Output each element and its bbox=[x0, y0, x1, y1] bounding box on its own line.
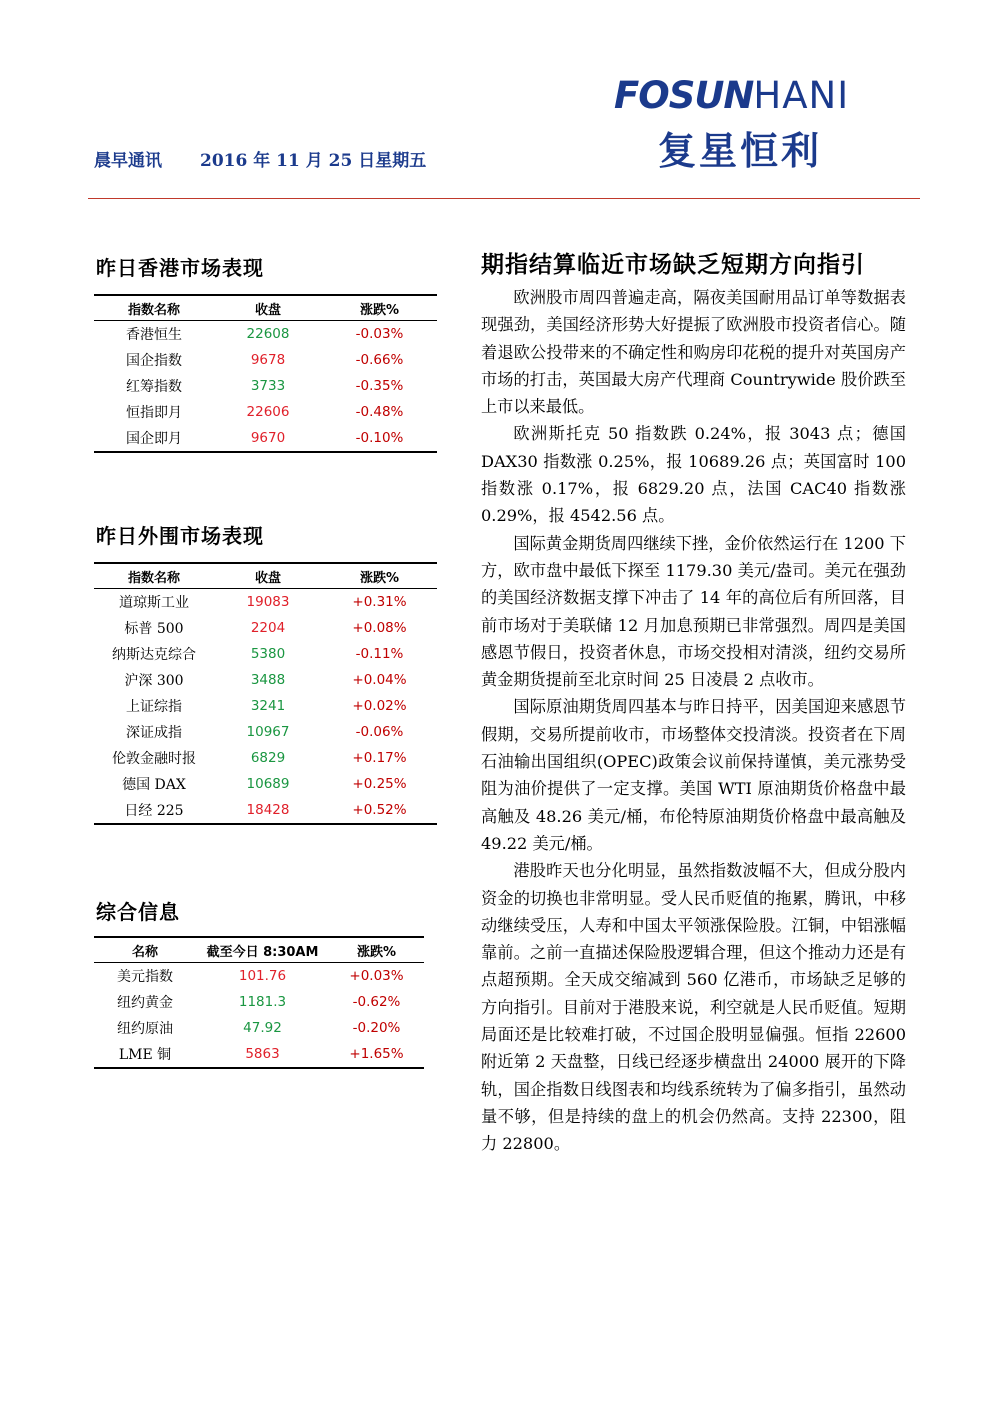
asset-change: +1.65% bbox=[329, 1041, 424, 1068]
index-name: 上证综指 bbox=[126, 699, 182, 715]
header-divider bbox=[88, 198, 920, 199]
index-change: -0.06% bbox=[355, 724, 404, 740]
article-paragraph: 国际黄金期货周四继续下挫，金价依然运行在 1200 下方，欧市盘中最低下探至 1179.30 美元/盎司。美元在强劲的美国经济数据支撑下冲击了 14 年的高位后有所回落，目前市场对于美联储 12 月加息预期已非常强烈。周四是美国感恩节假日，投资者休息，市场交投相对清淡，纽约交易所黄金期货提前至北京时间 25 日凌晨 2 点收市。 bbox=[481, 533, 906, 690]
index-close: 9670 bbox=[214, 425, 322, 452]
asset-name: 美元指数 bbox=[117, 969, 173, 985]
index-name: 道琼斯工业 bbox=[119, 595, 189, 611]
table-row bbox=[94, 641, 437, 667]
asset-name: 纽约原油 bbox=[117, 1021, 173, 1037]
table-row bbox=[94, 745, 437, 771]
asset-change: +0.03% bbox=[349, 968, 404, 984]
info-title: 综合信息 bbox=[96, 900, 180, 924]
table-row bbox=[94, 797, 437, 824]
article-paragraph: 港股昨天也分化明显，虽然指数波幅不大，但成分股内资金的切换也非常明显。受人民币贬值的拖累，腾讯，中移动继续受压，人寿和中国太平领涨保险股。江铜，中铝涨幅靠前。之前一直描述保险股逻辑合理，但这个推动力还是有点超预期。全天成交缩减到 560 亿港币，市场缺乏足够的方向指引。目前对于港股来说，利空就是人民币贬值。短期局面还是比较难打破，不过国企股明显偏强。恒指 22600 附近第 2 天盘整，日线已经逐步横盘出 24000 展开的下降轨，国企指数日线图表和均线系统转为了偏多指引，虽然动量不够，但是持续的盘上的机会仍然高。支持 22300，阻力 22800。 bbox=[481, 861, 906, 1154]
logo-english bbox=[614, 74, 849, 117]
company-logo bbox=[606, 62, 906, 173]
index-name: 沪深 300 bbox=[124, 673, 184, 689]
index-name: 德国 DAX bbox=[122, 777, 186, 793]
hk-market-table bbox=[94, 294, 437, 453]
table-row bbox=[94, 989, 424, 1015]
index-name: 日经 225 bbox=[94, 797, 214, 824]
index-change: +0.31% bbox=[352, 594, 407, 610]
logo-chinese: 复星恒利 bbox=[658, 129, 823, 173]
index-close: 10689 bbox=[246, 776, 290, 792]
logo-fosun: FOSUN bbox=[614, 74, 754, 117]
index-name: 纳斯达克综合 bbox=[112, 647, 196, 663]
column-header: 收盘 bbox=[214, 563, 322, 589]
index-close: 19083 bbox=[246, 594, 290, 610]
index-name: 标普 500 bbox=[124, 621, 184, 637]
newsletter-date: 2016 年 11 月 25 日星期五 bbox=[200, 151, 427, 171]
newsletter-title: 晨早通讯 bbox=[94, 151, 162, 171]
asset-value: 47.92 bbox=[243, 1020, 282, 1036]
index-close: 3241 bbox=[250, 698, 286, 714]
global-market-title: 昨日外围市场表现 bbox=[96, 524, 264, 548]
index-change: +0.04% bbox=[352, 672, 407, 688]
table-row bbox=[94, 425, 437, 452]
asset-name: 纽约黄金 bbox=[117, 995, 173, 1011]
table-row bbox=[94, 719, 437, 745]
asset-name: LME 铜 bbox=[94, 1041, 196, 1068]
index-name: 香港恒生 bbox=[126, 327, 182, 343]
table-row bbox=[94, 321, 437, 348]
article-body bbox=[481, 284, 906, 1158]
table-row bbox=[94, 347, 437, 373]
table-row bbox=[94, 399, 437, 425]
index-close: 22606 bbox=[246, 404, 290, 420]
index-change: +0.02% bbox=[352, 698, 407, 714]
info-table bbox=[94, 936, 424, 1069]
index-change: +0.52% bbox=[322, 797, 437, 824]
column-header: 截至今日 8:30AM bbox=[196, 937, 329, 963]
index-name: 恒指即月 bbox=[126, 405, 182, 421]
index-name: 国企即月 bbox=[94, 425, 214, 452]
index-close: 9678 bbox=[250, 352, 286, 368]
table-row bbox=[94, 1015, 424, 1041]
global-market-table bbox=[94, 562, 437, 825]
article-paragraph: 欧洲斯托克 50 指数跌 0.24%，报 3043 点；德国 DAX30 指数涨 0.25%，报 10689.26 点；英国富时 100 指数涨 0.17%，报 6829.20 点，法国 CAC40 指数涨 0.29%，报 4542.56 点。 bbox=[481, 424, 906, 526]
index-close: 3488 bbox=[250, 672, 286, 688]
asset-change: -0.20% bbox=[352, 1020, 401, 1036]
table-row bbox=[94, 693, 437, 719]
table-row bbox=[94, 615, 437, 641]
index-change: -0.03% bbox=[355, 326, 404, 342]
article-title: 期指结算临近市场缺乏短期方向指引 bbox=[481, 251, 865, 278]
table-row bbox=[94, 1041, 424, 1068]
column-header: 指数名称 bbox=[94, 563, 214, 589]
index-name: 国企指数 bbox=[126, 353, 182, 369]
hk-market-title: 昨日香港市场表现 bbox=[96, 256, 264, 280]
index-close: 3733 bbox=[250, 378, 286, 394]
index-name: 红筹指数 bbox=[126, 379, 182, 395]
index-change: -0.11% bbox=[355, 646, 404, 662]
column-header: 名称 bbox=[94, 937, 196, 963]
index-close: 2204 bbox=[250, 620, 286, 636]
column-header: 收盘 bbox=[214, 295, 322, 321]
asset-value: 101.76 bbox=[238, 968, 287, 984]
table-row bbox=[94, 963, 424, 990]
table-row bbox=[94, 667, 437, 693]
column-header: 指数名称 bbox=[94, 295, 214, 321]
index-name: 深证成指 bbox=[126, 725, 182, 741]
index-close: 22608 bbox=[246, 326, 290, 342]
index-change: -0.35% bbox=[355, 378, 404, 394]
index-close: 6829 bbox=[250, 750, 286, 766]
asset-change: -0.62% bbox=[352, 994, 401, 1010]
asset-value: 1181.3 bbox=[238, 994, 287, 1010]
index-change: -0.48% bbox=[355, 404, 404, 420]
newsletter-header bbox=[94, 146, 426, 171]
index-change: +0.25% bbox=[352, 776, 407, 792]
index-close: 10967 bbox=[246, 724, 290, 740]
index-close: 18428 bbox=[214, 797, 322, 824]
index-change: +0.17% bbox=[352, 750, 407, 766]
index-close: 5380 bbox=[250, 646, 286, 662]
index-name: 伦敦金融时报 bbox=[112, 751, 196, 767]
asset-value: 5863 bbox=[196, 1041, 329, 1068]
logo-hani: HANI bbox=[753, 74, 850, 117]
table-row bbox=[94, 771, 437, 797]
column-header: 涨跌% bbox=[329, 937, 424, 963]
column-header: 涨跌% bbox=[322, 295, 437, 321]
index-change: -0.66% bbox=[355, 352, 404, 368]
column-header: 涨跌% bbox=[322, 563, 437, 589]
index-change: +0.08% bbox=[352, 620, 407, 636]
index-change: -0.10% bbox=[322, 425, 437, 452]
article-paragraph: 欧洲股市周四普遍走高，隔夜美国耐用品订单等数据表现强劲，美国经济形势大好提振了欧洲股市投资者信心。随着退欧公投带来的不确定性和购房印花税的提升对英国房产市场的打击，英国最大房产代理商 Countrywide 股价跌至上市以来最低。 bbox=[481, 288, 906, 417]
table-row bbox=[94, 589, 437, 616]
article-paragraph: 国际原油期货周四基本与昨日持平，因美国迎来感恩节假期，交易所提前收市，市场整体交投清淡。投资者在下周石油输出国组织(OPEC)政策会议前保持谨慎，美元涨势受阻为油价提供了一定支撑。美国 WTI 原油期货价格盘中最高触及 48.26 美元/桶，布伦特原油期货价格盘中最高触及 49.22 美元/桶。 bbox=[481, 697, 906, 853]
table-row bbox=[94, 373, 437, 399]
